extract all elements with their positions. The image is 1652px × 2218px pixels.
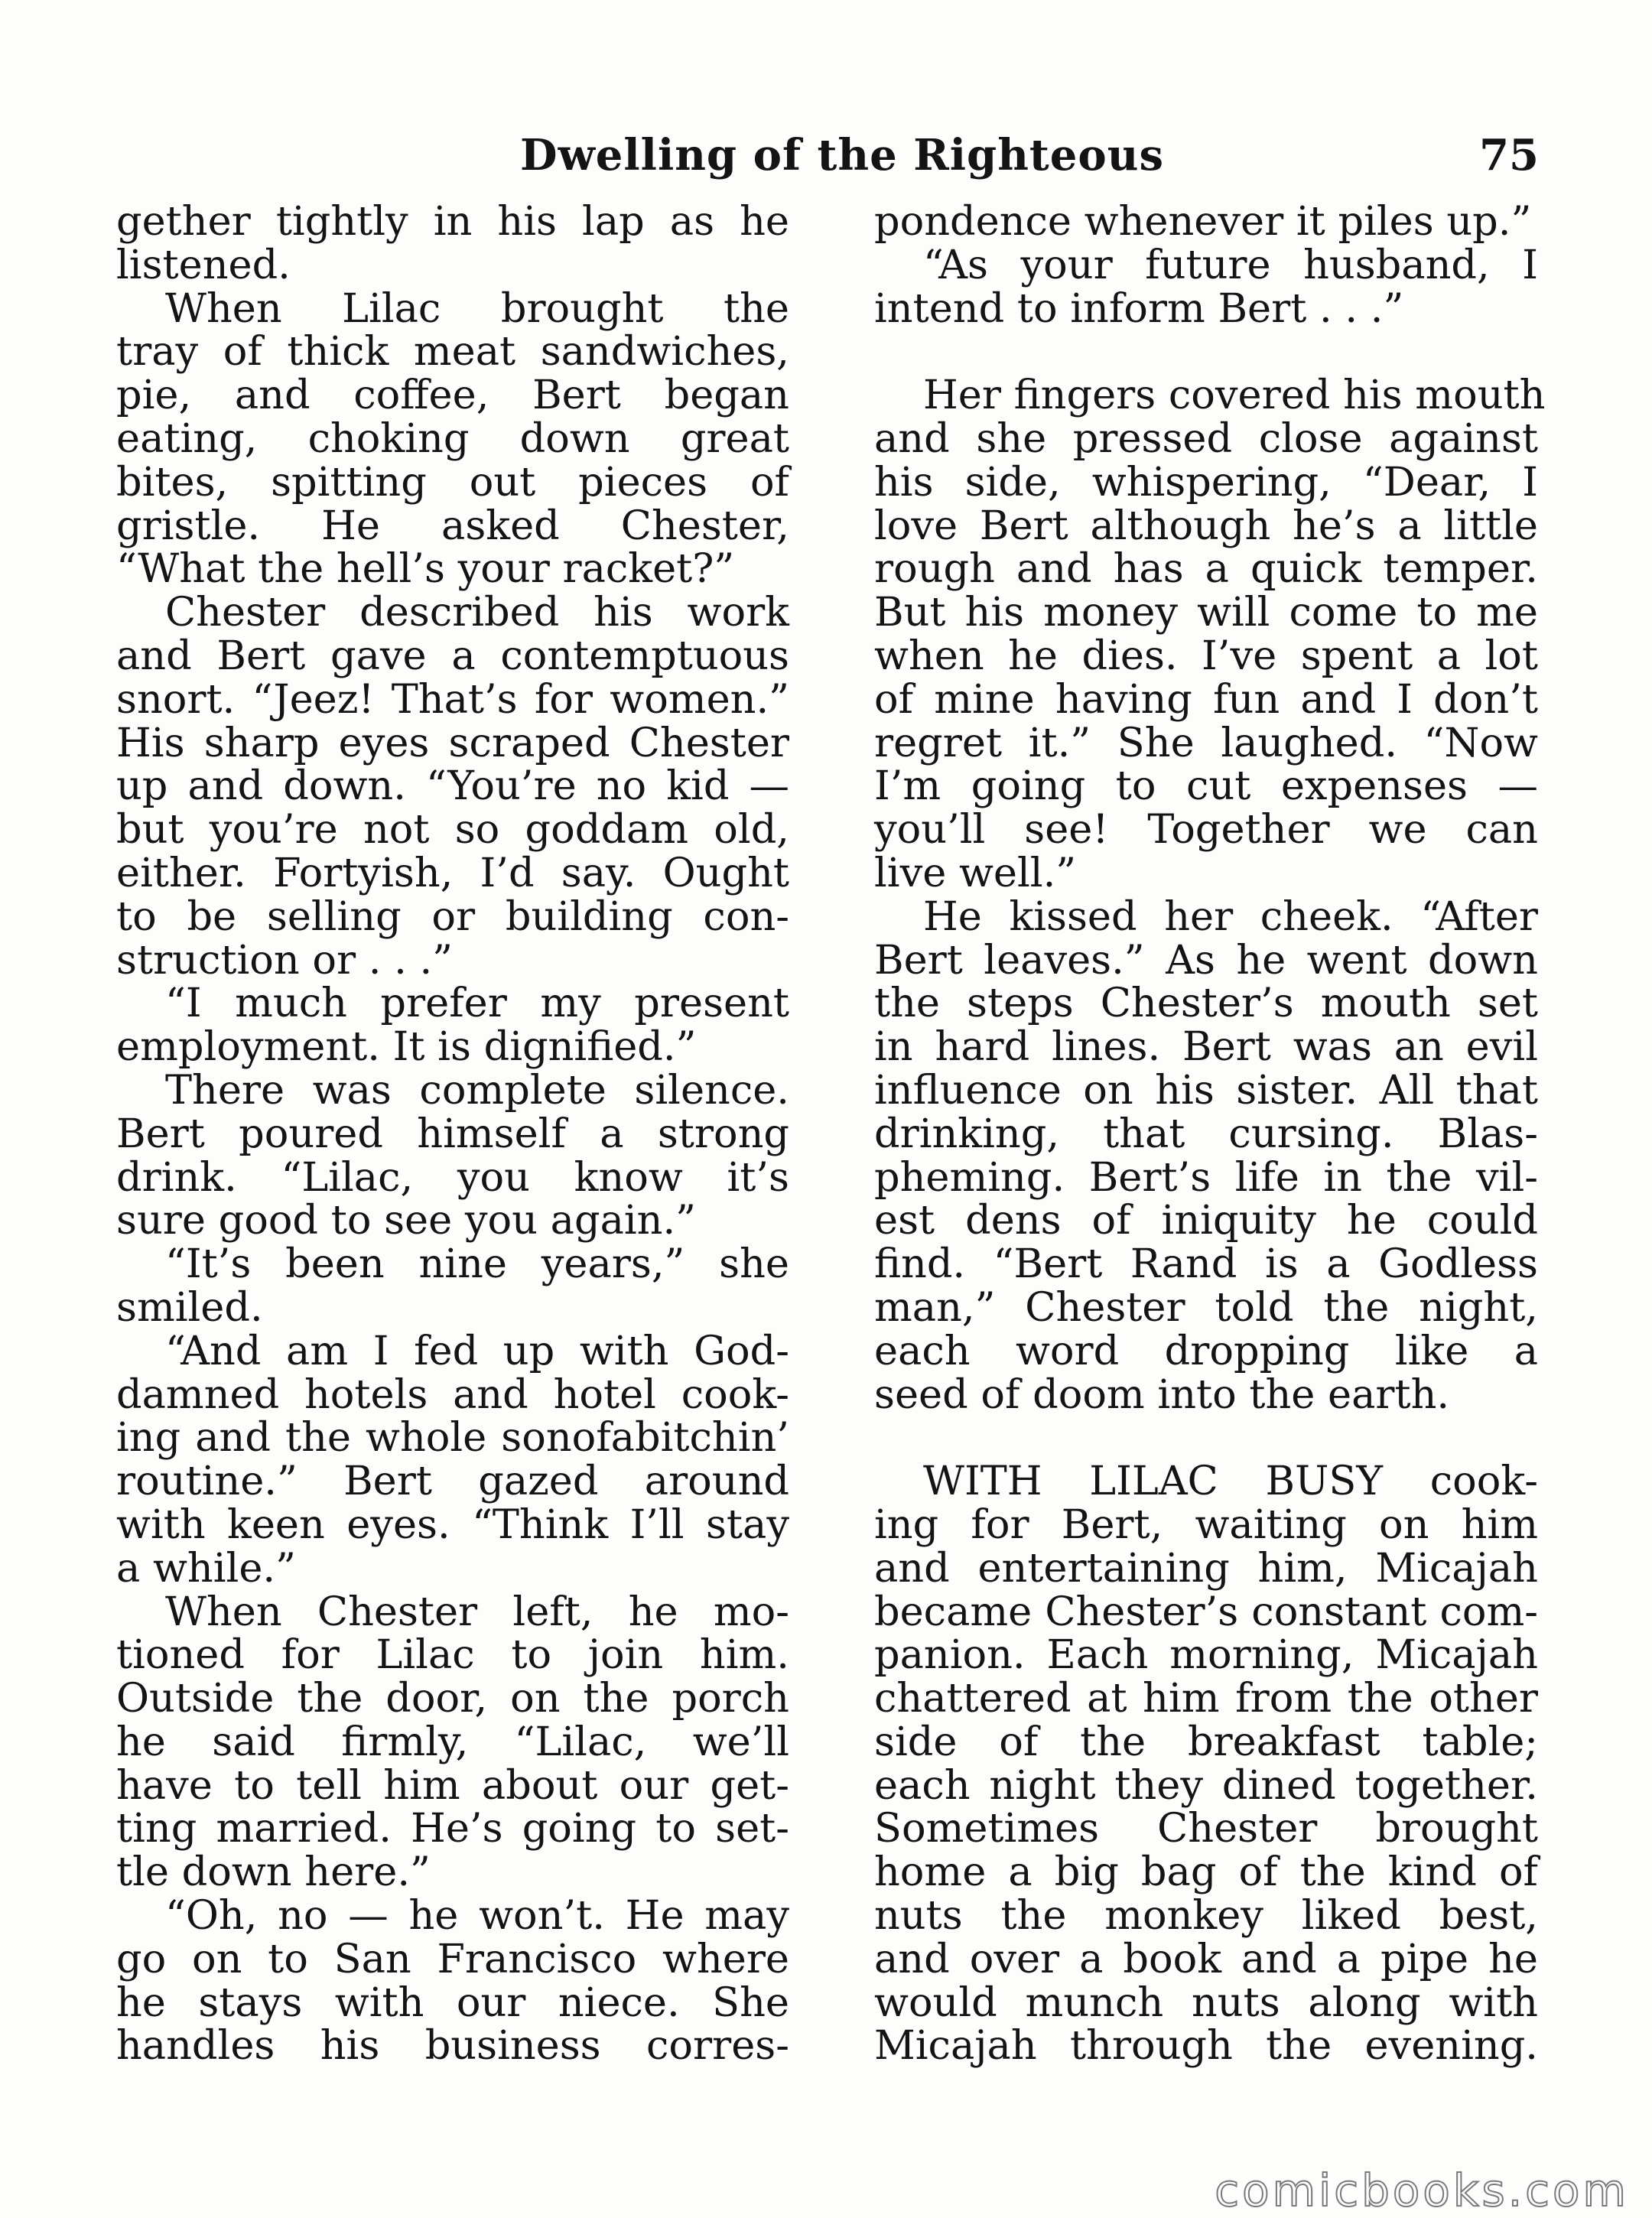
text-line: live well.” xyxy=(874,849,1077,896)
text-line: sure good to see you again.” xyxy=(116,1197,696,1244)
text-line: and over a book and a pipe he xyxy=(874,1935,1538,1982)
text-line: When Lilac brought the xyxy=(165,285,789,332)
text-line: There was complete silence. xyxy=(165,1066,789,1114)
text-line: would munch nuts along with xyxy=(874,1979,1538,2026)
text-line: Bert poured himself a strong xyxy=(116,1110,789,1157)
text-line: est dens of iniquity he could xyxy=(874,1197,1538,1244)
text-line: his side, whispering, “Dear, I xyxy=(874,458,1538,506)
text-line: “Oh, no — he won’t. He may xyxy=(165,1892,789,1940)
text-line: and Bert gave a contemptuous xyxy=(116,632,789,679)
text-line: panion. Each morning, Micajah xyxy=(874,1631,1538,1679)
text-line: He kissed her cheek. “After xyxy=(923,893,1538,940)
text-line: intend to inform Bert . . .” xyxy=(874,285,1404,332)
text-line: tle down here.” xyxy=(116,1849,431,1896)
text-line: of mine having fun and I don’t xyxy=(874,675,1538,723)
text-line: Bert leaves.” As he went down xyxy=(874,936,1538,984)
text-line: handles his business corres- xyxy=(116,2022,789,2070)
text-line xyxy=(874,330,1538,374)
text-line: “It’s been nine years,” she xyxy=(165,1241,789,1288)
text-line: pondence whenever it piles up.” xyxy=(874,198,1532,245)
left-text-column xyxy=(116,200,789,2068)
text-line: up and down. “You’re no kid — xyxy=(116,763,789,810)
text-line: he said firmly, “Lilac, we’ll xyxy=(116,1718,789,1765)
text-line: employment. It is dignified.” xyxy=(116,1023,697,1071)
text-line: go on to San Francisco where xyxy=(116,1935,789,1982)
text-line: a while.” xyxy=(116,1544,296,1592)
text-line: WITH LILAC BUSY cook- xyxy=(923,1458,1538,1505)
text-line: each word dropping like a xyxy=(874,1327,1538,1374)
text-line: man,” Chester told the night, xyxy=(874,1283,1538,1331)
text-line: nuts the monkey liked best, xyxy=(874,1892,1538,1940)
text-line: damned hotels and hotel cook- xyxy=(116,1371,789,1418)
text-line: tray of thick meat sandwiches, xyxy=(116,328,789,376)
text-line: drinking, that cursing. Blas- xyxy=(874,1110,1538,1157)
text-line: side of the breakfast table; xyxy=(874,1718,1538,1765)
text-line: Her fingers covered his mouth xyxy=(923,372,1546,419)
text-line: and she pressed close against xyxy=(874,415,1538,462)
text-line: Chester described his work xyxy=(165,589,789,636)
text-line: snort. “Jeez! That’s for women.” xyxy=(116,675,789,723)
text-line: Outside the door, on the porch xyxy=(116,1675,789,1722)
text-line: love Bert although he’s a little xyxy=(874,502,1538,549)
text-line: listened. xyxy=(116,241,291,288)
text-line: bites, spitting out pieces of xyxy=(116,458,789,506)
text-line: but you’re not so goddam old, xyxy=(116,806,789,854)
text-line: and entertaining him, Micajah xyxy=(874,1544,1538,1592)
text-line: But his money will come to me xyxy=(874,589,1538,636)
watermark-logo: comicbooks.com xyxy=(1215,2164,1629,2216)
text-line: tioned for Lilac to join him. xyxy=(116,1631,789,1679)
text-line: “What the hell’s your racket?” xyxy=(116,545,735,593)
text-line: chattered at him from the other xyxy=(874,1675,1538,1722)
text-line: smiled. xyxy=(116,1283,263,1331)
text-line: you’ll see! Together we can xyxy=(874,806,1538,854)
text-line: became Chester’s constant com- xyxy=(874,1588,1538,1635)
text-line: ing and the whole sonofabitchin’ xyxy=(116,1414,789,1462)
text-line: When Chester left, he mo- xyxy=(165,1588,789,1635)
text-line: the steps Chester’s mouth set xyxy=(874,980,1538,1027)
text-line: pheming. Bert’s life in the vil- xyxy=(874,1153,1538,1201)
text-line: ting married. He’s going to set- xyxy=(116,1805,789,1852)
text-line: gristle. He asked Chester, xyxy=(116,502,789,549)
text-line: home a big bag of the kind of xyxy=(874,1849,1538,1896)
running-title: Dwelling of the Righteous xyxy=(520,130,1165,180)
page-number: 75 xyxy=(1479,130,1539,180)
text-line: eating, choking down great xyxy=(116,415,789,462)
text-line: I’m going to cut expenses — xyxy=(874,763,1538,810)
text-line: find. “Bert Rand is a Godless xyxy=(874,1241,1538,1288)
text-line: have to tell him about our get- xyxy=(116,1761,789,1809)
text-line: each night they dined together. xyxy=(874,1761,1538,1809)
text-line: Sometimes Chester brought xyxy=(874,1805,1538,1852)
text-line: rough and has a quick temper. xyxy=(874,545,1538,593)
text-line: pie, and coffee, Bert began xyxy=(116,372,789,419)
text-line: with keen eyes. “Think I’ll stay xyxy=(116,1501,789,1548)
text-line: struction or . . .” xyxy=(116,936,454,984)
text-line: to be selling or building con- xyxy=(116,893,789,940)
text-line: gether tightly in his lap as he xyxy=(116,198,789,245)
text-line: drink. “Lilac, you know it’s xyxy=(116,1153,789,1201)
text-line: “And am I fed up with God- xyxy=(165,1327,789,1374)
text-line: influence on his sister. All that xyxy=(874,1066,1538,1114)
right-text-column xyxy=(874,198,1546,2070)
text-line: he stays with our niece. She xyxy=(116,1979,789,2026)
text-line: in hard lines. Bert was an evil xyxy=(874,1023,1538,1071)
text-line: when he dies. I’ve spent a lot xyxy=(874,632,1538,679)
text-line: seed of doom into the earth. xyxy=(874,1371,1450,1418)
text-line: routine.” Bert gazed around xyxy=(116,1458,789,1505)
text-line: “As your future husband, I xyxy=(923,241,1538,288)
text-line: regret it.” She laughed. “Now xyxy=(874,719,1538,766)
text-line: His sharp eyes scraped Chester xyxy=(116,719,789,766)
text-line: “I much prefer my present xyxy=(165,980,789,1027)
text-line xyxy=(874,1416,1538,1460)
text-line: either. Fortyish, I’d say. Ought xyxy=(116,849,789,896)
text-line: Micajah through the evening. xyxy=(874,2022,1538,2070)
text-line: ing for Bert, waiting on him xyxy=(874,1501,1538,1548)
